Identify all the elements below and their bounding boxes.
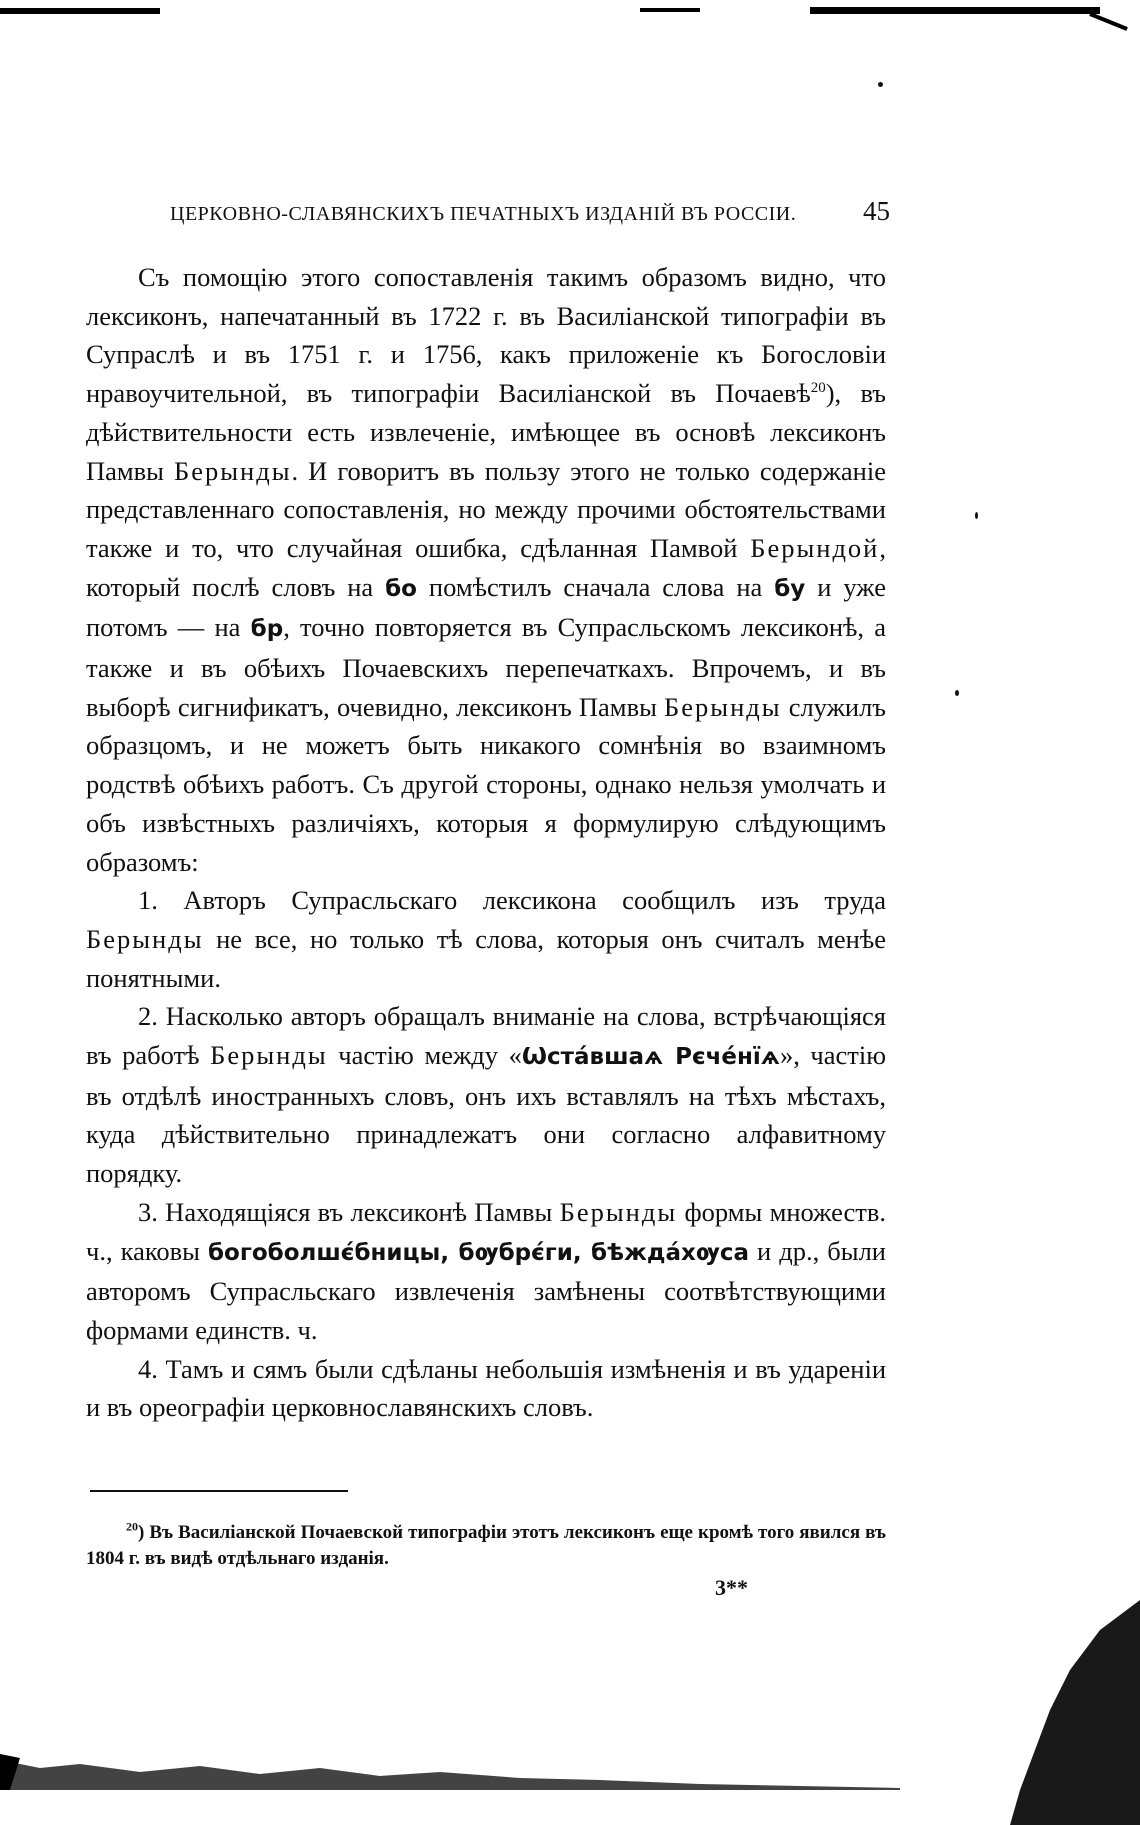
text-run: Съ помощію этого сопоставленія такимъ образомъ видно, что лексиконъ, напечатанный въ 1722 г. въ Василіанской типографіи въ Супраслѣ и въ 1751 г. и 1756, какъ приложеніе къ Богословіи нравоучительной, въ типографіи Василіанской въ Почаевѣ	[86, 262, 886, 409]
church-slavonic-word: Ѡста́вшаѧ Рєче́нїѧ	[521, 1044, 780, 1071]
footnote-text	[86, 1520, 886, 1572]
footnote	[86, 1520, 886, 1572]
name-spaced: Берындой	[750, 532, 880, 563]
text-run: , который послѣ словъ на	[86, 532, 886, 602]
text-run: частію между «	[327, 1040, 522, 1071]
scan-artifact-bar	[640, 8, 700, 12]
name-spaced: Берынды	[559, 1196, 678, 1227]
text-run: и др., были авторомъ Супрасльскаго извлеченія замѣнены соотвѣтствующими формами единств. ч.	[86, 1235, 886, 1345]
footnote-number: 20	[126, 1519, 138, 1534]
text-run: 1. Авторъ Супрасльскаго лексикона сообщилъ изъ труда	[138, 885, 886, 916]
scan-artifact-bar	[1089, 12, 1128, 31]
text-run: и уже потомъ — на	[86, 571, 886, 643]
signature-mark: 3**	[715, 1575, 748, 1600]
running-title: ЦЕРКОВНО-СЛАВЯНСКИХЪ ПЕЧАТНЫХЪ ИЗДАНІЙ ВЪ РОССІИ.	[170, 203, 797, 225]
paragraph	[86, 881, 886, 997]
text-run: служилъ образцомъ, и не можетъ быть никакого сомнѣнія во взаимномъ родствѣ обѣихъ работъ. Съ другой стороны, однако нельзя умолчать и объ извѣстныхъ различіяхъ, которыя я формулирую слѣдующимъ образомъ:	[86, 691, 887, 877]
text-run: 3. Находящіяся въ лексиконѣ Памвы	[138, 1196, 560, 1227]
scan-artifact-bar	[0, 8, 160, 14]
text-run: формы множеств. ч., каковы	[86, 1196, 886, 1266]
scan-artifact-dot	[955, 690, 959, 696]
church-slavonic-word: бо	[385, 575, 417, 602]
paragraph	[86, 258, 886, 881]
name-spaced: Берынды	[210, 1040, 328, 1071]
paragraph	[86, 1193, 886, 1350]
scan-artifact-bar	[810, 7, 1100, 14]
name-spaced: Берынды	[86, 923, 204, 954]
text-run: 4. Тамъ и сямъ были сдѣланы небольшія измѣненія и въ удареніи и въ ореографіи церковнославянскихъ словъ.	[86, 1353, 886, 1423]
running-header	[170, 196, 890, 227]
text-run: », частію въ отдѣлѣ иностранныхъ словъ, онъ ихъ вставлялъ на тѣхъ мѣстахъ, куда дѣйствительно принадлежатъ они согласно алфавитному порядку.	[86, 1040, 887, 1189]
name-spaced: Берынды	[174, 455, 292, 486]
text-run: помѣстилъ сначала слова на	[416, 571, 775, 602]
text-run: , точно повторяется въ Супрасльскомъ лексиконѣ, а также и въ обѣихъ Почаевскихъ перепечаткахъ. Впрочемъ, и въ выборѣ сигнификатъ, очевидно, лексиконъ Памвы	[86, 612, 886, 722]
scan-artifact-smudge	[0, 1750, 900, 1790]
footnote-rule	[90, 1490, 348, 1492]
paragraph	[86, 1350, 886, 1427]
text-run: 2. Насколько авторъ обращалъ вниманіе на слова, встрѣчающіяся въ работѣ	[86, 1001, 886, 1071]
text-run: ), въ дѣйствительности есть извлеченіе, имѣющее въ основѣ лексиконъ Памвы	[86, 378, 887, 486]
text-run: не все, но только тѣ слова, которыя онъ считалъ менѣе понятными.	[86, 923, 886, 993]
paragraph	[86, 997, 886, 1193]
text-run: . И говоритъ въ пользу этого не только содержаніе представленнаго сопоставленія, но между прочими обстоятельствами также и то, что случайная ошибка, сдѣланная Памвой	[86, 455, 886, 563]
church-slavonic-word: богоболшє́бницы, бѹбрє́ги, бѣжда́хѹса	[208, 1239, 749, 1266]
church-slavonic-word: бу	[774, 575, 806, 602]
scan-artifact-dot	[878, 82, 883, 87]
name-spaced: Берынды	[664, 691, 782, 722]
scan-artifact-smudge	[900, 1600, 1140, 1825]
footnote-ref: 20	[810, 380, 826, 397]
scan-artifact-dot	[975, 512, 978, 519]
page-number: 45	[863, 196, 890, 226]
body-text	[86, 258, 886, 1427]
church-slavonic-word: бр	[250, 616, 284, 643]
text-run: ) Въ Василіанской Почаевской типографіи этотъ лексиконъ еще кромѣ того явился въ 1804 г. въ видѣ отдѣльнаго изданія.	[86, 1522, 886, 1569]
